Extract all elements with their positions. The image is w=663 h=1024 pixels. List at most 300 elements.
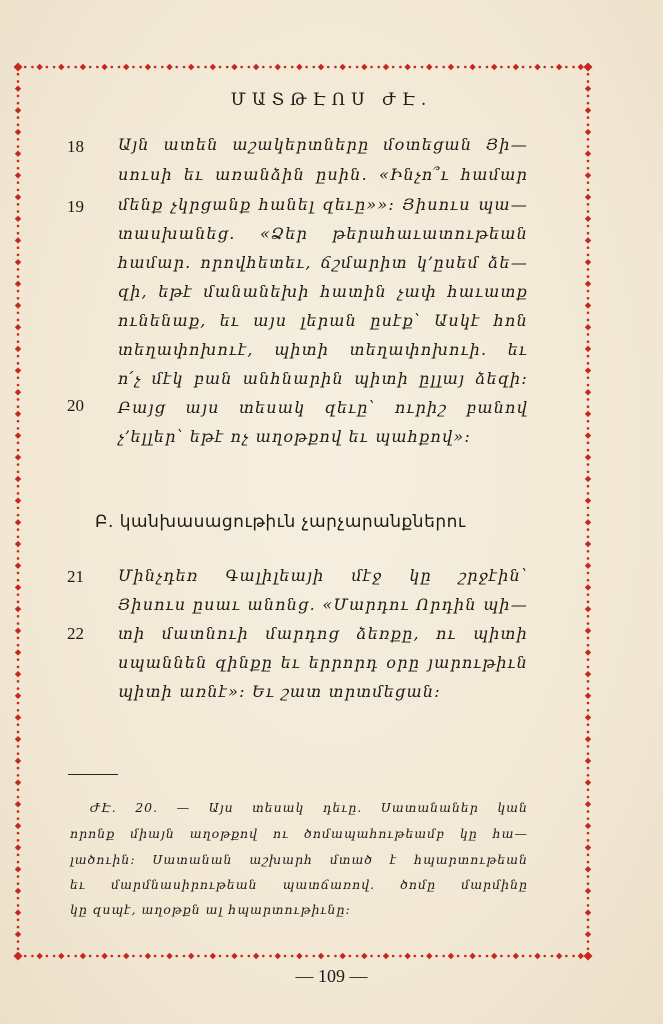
border-dot <box>587 535 590 538</box>
border-dot <box>370 955 373 958</box>
border-dot <box>17 181 20 184</box>
border-dot <box>17 485 20 488</box>
border-dot <box>17 116 20 119</box>
border-dot <box>17 275 20 278</box>
border-dot <box>17 572 20 575</box>
border-ornament <box>585 541 591 547</box>
border-dot <box>587 398 590 401</box>
border-ornament <box>578 64 584 70</box>
border-dot <box>17 535 20 538</box>
border-ornament <box>15 302 21 308</box>
border-dot <box>74 66 77 69</box>
border-ornament <box>426 64 432 70</box>
border-dot <box>327 66 330 69</box>
border-dot <box>291 955 294 958</box>
border-ornament <box>578 953 584 959</box>
border-ornament <box>101 953 107 959</box>
border-dot <box>587 463 590 466</box>
border-ornament <box>15 671 21 677</box>
border-dot <box>89 66 92 69</box>
border-ornament <box>15 909 21 915</box>
border-dot <box>248 66 251 69</box>
border-dot <box>17 752 20 755</box>
border-ornament <box>15 519 21 525</box>
border-dot <box>74 955 77 958</box>
border-dot <box>17 557 20 560</box>
border-ornament <box>585 194 591 200</box>
border-dot <box>240 66 243 69</box>
border-dot <box>587 709 590 712</box>
border-ornament <box>556 64 562 70</box>
text-line: ո՛չ մէկ բան անհնարին պիտի ըլլայ ձեզի: <box>118 369 528 388</box>
border-ornament <box>166 64 172 70</box>
border-dot <box>219 955 222 958</box>
border-dot <box>17 376 20 379</box>
border-dot <box>587 420 590 423</box>
border-dot <box>110 66 113 69</box>
border-dot <box>17 254 20 257</box>
border-dot <box>587 601 590 604</box>
border-dot <box>118 66 121 69</box>
border-ornament <box>210 64 216 70</box>
section-heading: Բ. կանխասացութիւն չարչարանքներու <box>95 512 466 532</box>
border-dot <box>587 246 590 249</box>
verse-number-19: 19 <box>67 197 84 216</box>
border-ornament <box>80 953 86 959</box>
border-ornament <box>15 281 21 287</box>
border-dot <box>414 66 417 69</box>
border-dot <box>17 528 20 531</box>
border-dot <box>587 514 590 517</box>
border-dot <box>572 955 575 958</box>
border-ornament <box>585 758 591 764</box>
border-ornament <box>469 64 475 70</box>
border-dot <box>370 66 373 69</box>
border-dot <box>53 66 56 69</box>
border-ornament <box>585 346 591 352</box>
border-ornament <box>15 563 21 569</box>
border-dot <box>17 788 20 791</box>
border-dot <box>543 955 546 958</box>
border-dot <box>587 362 590 365</box>
border-dot <box>17 745 20 748</box>
border-ornament <box>585 497 591 503</box>
border-ornament <box>15 194 21 200</box>
footnote-divider <box>68 774 118 775</box>
border-dot <box>17 203 20 206</box>
border-dot <box>17 319 20 322</box>
border-ornament <box>123 953 129 959</box>
border-dot <box>17 398 20 401</box>
border-dot <box>46 66 49 69</box>
border-ornament <box>361 953 367 959</box>
border-dot <box>17 593 20 596</box>
border-dot <box>248 955 251 958</box>
border-dot <box>587 919 590 922</box>
border-dot <box>46 955 49 958</box>
border-dot <box>17 940 20 943</box>
border-dot <box>17 702 20 705</box>
border-dot <box>17 666 20 669</box>
border-dot <box>442 66 445 69</box>
border-dot <box>587 181 590 184</box>
border-dot <box>17 405 20 408</box>
border-dot <box>17 832 20 835</box>
border-dot <box>24 66 27 69</box>
border-dot <box>572 66 575 69</box>
border-ornament <box>469 953 475 959</box>
border-ornament <box>15 346 21 352</box>
border-ornament <box>585 216 591 222</box>
border-dot <box>17 268 20 271</box>
border-ornament <box>210 953 216 959</box>
text-line: համար. որովհետեւ, ճշմարիտ կ՚ըսեմ ձե— <box>118 253 528 272</box>
border-ornament <box>491 64 497 70</box>
border-ornament <box>15 324 21 330</box>
border-dot <box>587 507 590 510</box>
border-ornament <box>15 411 21 417</box>
border-dot <box>529 66 532 69</box>
border-dot <box>587 333 590 336</box>
border-ornament <box>15 866 21 872</box>
border-dot <box>334 66 337 69</box>
verse-number-20: 20 <box>67 396 84 415</box>
border-dot <box>197 66 200 69</box>
border-dot <box>587 311 590 314</box>
border-ornament <box>14 952 23 961</box>
border-dot <box>118 955 121 958</box>
border-dot <box>507 66 510 69</box>
footnote-line: կը զսպէ, աղօթքն ալ հպարտութիւնը: <box>70 902 351 917</box>
border-dot <box>17 189 20 192</box>
border-dot <box>587 405 590 408</box>
border-ornament <box>15 649 21 655</box>
border-dot <box>17 514 20 517</box>
border-ornament <box>584 63 593 72</box>
border-dot <box>587 637 590 640</box>
border-ornament <box>15 129 21 135</box>
text-line: չ՚ելլեր՝ եթէ ոչ աղօթքով եւ պահքով»: <box>118 427 471 446</box>
text-line: սպաննեն զինքը եւ երրորդ օրը յարութիւն <box>118 653 528 672</box>
border-dot <box>587 355 590 358</box>
border-dot <box>587 832 590 835</box>
border-ornament <box>296 953 302 959</box>
border-dot <box>17 507 20 510</box>
border-ornament <box>585 649 591 655</box>
border-ornament <box>585 779 591 785</box>
border-dot <box>17 622 20 625</box>
border-dot <box>197 955 200 958</box>
border-dot <box>17 463 20 466</box>
border-dot <box>17 311 20 314</box>
border-ornament <box>585 389 591 395</box>
border-ornament <box>15 823 21 829</box>
border-dot <box>334 955 337 958</box>
border-dot <box>17 449 20 452</box>
border-dot <box>17 947 20 950</box>
border-dot <box>435 66 438 69</box>
border-dot <box>587 160 590 163</box>
border-dot <box>377 66 380 69</box>
border-dot <box>17 232 20 235</box>
border-dot <box>17 290 20 293</box>
border-dot <box>132 955 135 958</box>
border-ornament <box>585 172 591 178</box>
border-dot <box>349 66 352 69</box>
border-dot <box>356 955 359 958</box>
border-ornament <box>448 953 454 959</box>
border-dot <box>183 66 186 69</box>
verse-number-18: 18 <box>67 137 84 156</box>
border-dot <box>587 839 590 842</box>
border-dot <box>587 940 590 943</box>
border-ornament <box>585 909 591 915</box>
border-dot <box>284 955 287 958</box>
border-ornament <box>404 953 410 959</box>
border-ornament <box>584 952 593 961</box>
border-ornament <box>513 953 519 959</box>
border-dot <box>587 232 590 235</box>
border-dot <box>161 66 164 69</box>
border-dot <box>587 203 590 206</box>
border-dot <box>53 955 56 958</box>
border-ornament <box>15 497 21 503</box>
border-dot <box>587 926 590 929</box>
border-ornament <box>383 64 389 70</box>
border-dot <box>17 897 20 900</box>
border-ornament <box>14 63 23 72</box>
border-ornament <box>15 628 21 634</box>
border-dot <box>587 340 590 343</box>
border-dot <box>587 796 590 799</box>
border-ornament <box>585 606 591 612</box>
border-dot <box>17 854 20 857</box>
border-ornament <box>534 64 540 70</box>
border-dot <box>587 644 590 647</box>
border-ornament <box>15 367 21 373</box>
text-line: մենք չկրցանք հանել զեւը»»: Յիսուս պա— <box>118 195 528 214</box>
border-dot <box>17 644 20 647</box>
border-ornament <box>585 888 591 894</box>
border-dot <box>327 955 330 958</box>
border-ornament <box>15 888 21 894</box>
border-ornament <box>585 129 591 135</box>
border-dot <box>464 66 467 69</box>
border-dot <box>414 955 417 958</box>
border-dot <box>587 579 590 582</box>
border-dot <box>284 66 287 69</box>
border-dot <box>551 955 554 958</box>
border-dot <box>442 955 445 958</box>
border-dot <box>204 955 207 958</box>
border-ornament <box>15 389 21 395</box>
border-dot <box>219 66 222 69</box>
border-ornament <box>383 953 389 959</box>
border-dot <box>262 66 265 69</box>
border-dot <box>587 875 590 878</box>
border-dot <box>587 817 590 820</box>
border-dot <box>96 66 99 69</box>
border-dot <box>587 189 590 192</box>
border-dot <box>486 955 489 958</box>
border-ornament <box>36 953 42 959</box>
border-dot <box>17 810 20 813</box>
border-dot <box>269 955 272 958</box>
border-ornament <box>231 953 237 959</box>
border-dot <box>269 66 272 69</box>
border-dot <box>500 955 503 958</box>
border-ornament <box>58 64 64 70</box>
border-dot <box>587 854 590 857</box>
border-ornament <box>15 844 21 850</box>
border-dot <box>17 839 20 842</box>
border-dot <box>154 955 157 958</box>
border-dot <box>17 340 20 343</box>
border-ornament <box>585 281 591 287</box>
border-dot <box>587 774 590 777</box>
border-dot <box>587 275 590 278</box>
border-dot <box>457 955 460 958</box>
border-ornament <box>101 64 107 70</box>
border-dot <box>587 297 590 300</box>
border-dot <box>17 875 20 878</box>
verse-number-21: 21 <box>67 567 84 586</box>
border-dot <box>421 66 424 69</box>
border-dot <box>587 882 590 885</box>
border-dot <box>17 687 20 690</box>
border-ornament <box>15 476 21 482</box>
border-dot <box>587 384 590 387</box>
border-dot <box>587 528 590 531</box>
border-dot <box>31 66 34 69</box>
border-ornament <box>15 779 21 785</box>
border-dot <box>226 955 229 958</box>
border-ornament <box>585 519 591 525</box>
border-ornament <box>448 64 454 70</box>
border-dot <box>313 955 316 958</box>
border-dot <box>486 66 489 69</box>
border-ornament <box>585 454 591 460</box>
border-ornament <box>166 953 172 959</box>
border-dot <box>587 947 590 950</box>
border-dot <box>17 774 20 777</box>
border-dot <box>587 593 590 596</box>
border-ornament <box>585 844 591 850</box>
border-ornament <box>15 151 21 157</box>
border-dot <box>587 658 590 661</box>
border-dot <box>17 882 20 885</box>
border-dot <box>587 550 590 553</box>
border-ornament <box>145 953 151 959</box>
border-ornament <box>585 411 591 417</box>
border-ornament <box>585 714 591 720</box>
border-dot <box>240 955 243 958</box>
border-dot <box>587 376 590 379</box>
border-ornament <box>36 64 42 70</box>
border-ornament <box>585 367 591 373</box>
border-dot <box>587 702 590 705</box>
border-ornament <box>253 953 259 959</box>
border-ornament <box>15 801 21 807</box>
footnote-line: լածուին: Սատանան աշխարհ մտած է հպարտութեան <box>70 852 528 867</box>
border-dot <box>543 66 546 69</box>
border-dot <box>522 955 525 958</box>
border-ornament <box>318 64 324 70</box>
border-dot <box>587 254 590 257</box>
footnote-line: եւ մարմնասիրութեան պատճառով. ծոմը մարմինը <box>70 877 528 892</box>
border-dot <box>587 210 590 213</box>
border-ornament <box>585 693 591 699</box>
border-ornament <box>275 953 281 959</box>
border-dot <box>500 66 503 69</box>
border-ornament <box>15 714 21 720</box>
border-dot <box>587 897 590 900</box>
border-dot <box>587 557 590 560</box>
border-dot <box>522 66 525 69</box>
border-dot <box>183 955 186 958</box>
text-line: տեղափոխուէ, պիտի տեղափոխուի. եւ <box>118 340 528 359</box>
verse-number-22: 22 <box>67 624 84 643</box>
border-ornament <box>15 758 21 764</box>
border-dot <box>587 138 590 141</box>
border-dot <box>587 319 590 322</box>
border-ornament <box>15 237 21 243</box>
border-ornament <box>513 64 519 70</box>
border-ornament <box>80 64 86 70</box>
border-dot <box>17 579 20 582</box>
border-dot <box>349 955 352 958</box>
border-dot <box>565 66 568 69</box>
border-dot <box>377 955 380 958</box>
border-ornament <box>426 953 432 959</box>
border-ornament <box>15 736 21 742</box>
border-ornament <box>15 216 21 222</box>
border-ornament <box>15 693 21 699</box>
border-dot <box>305 66 308 69</box>
border-dot <box>587 666 590 669</box>
border-dot <box>392 66 395 69</box>
border-ornament <box>15 931 21 937</box>
text-line: ունենաք, եւ այս լերան ըսէք՝ Ասկէ հոն <box>118 311 528 330</box>
border-ornament <box>275 64 281 70</box>
text-line: զի, եթէ մանանեխի հատին չափ հաւատք <box>118 282 528 301</box>
border-dot <box>587 810 590 813</box>
text-line: պիտի առնէ»: Եւ շատ տրտմեցան: <box>118 682 441 701</box>
border-dot <box>17 615 20 618</box>
border-ornament <box>318 953 324 959</box>
border-ornament <box>361 64 367 70</box>
border-dot <box>17 80 20 83</box>
border-dot <box>17 333 20 336</box>
border-ornament <box>534 953 540 959</box>
border-dot <box>17 427 20 430</box>
border-dot <box>478 955 481 958</box>
border-ornament <box>585 823 591 829</box>
border-dot <box>587 442 590 445</box>
border-dot <box>356 66 359 69</box>
border-dot <box>587 904 590 907</box>
border-dot <box>587 752 590 755</box>
border-ornament <box>231 64 237 70</box>
border-dot <box>587 73 590 76</box>
border-ornament <box>339 64 345 70</box>
border-dot <box>421 955 424 958</box>
border-dot <box>457 66 460 69</box>
border-dot <box>587 427 590 430</box>
border-dot <box>17 160 20 163</box>
border-dot <box>17 904 20 907</box>
border-dot <box>551 66 554 69</box>
